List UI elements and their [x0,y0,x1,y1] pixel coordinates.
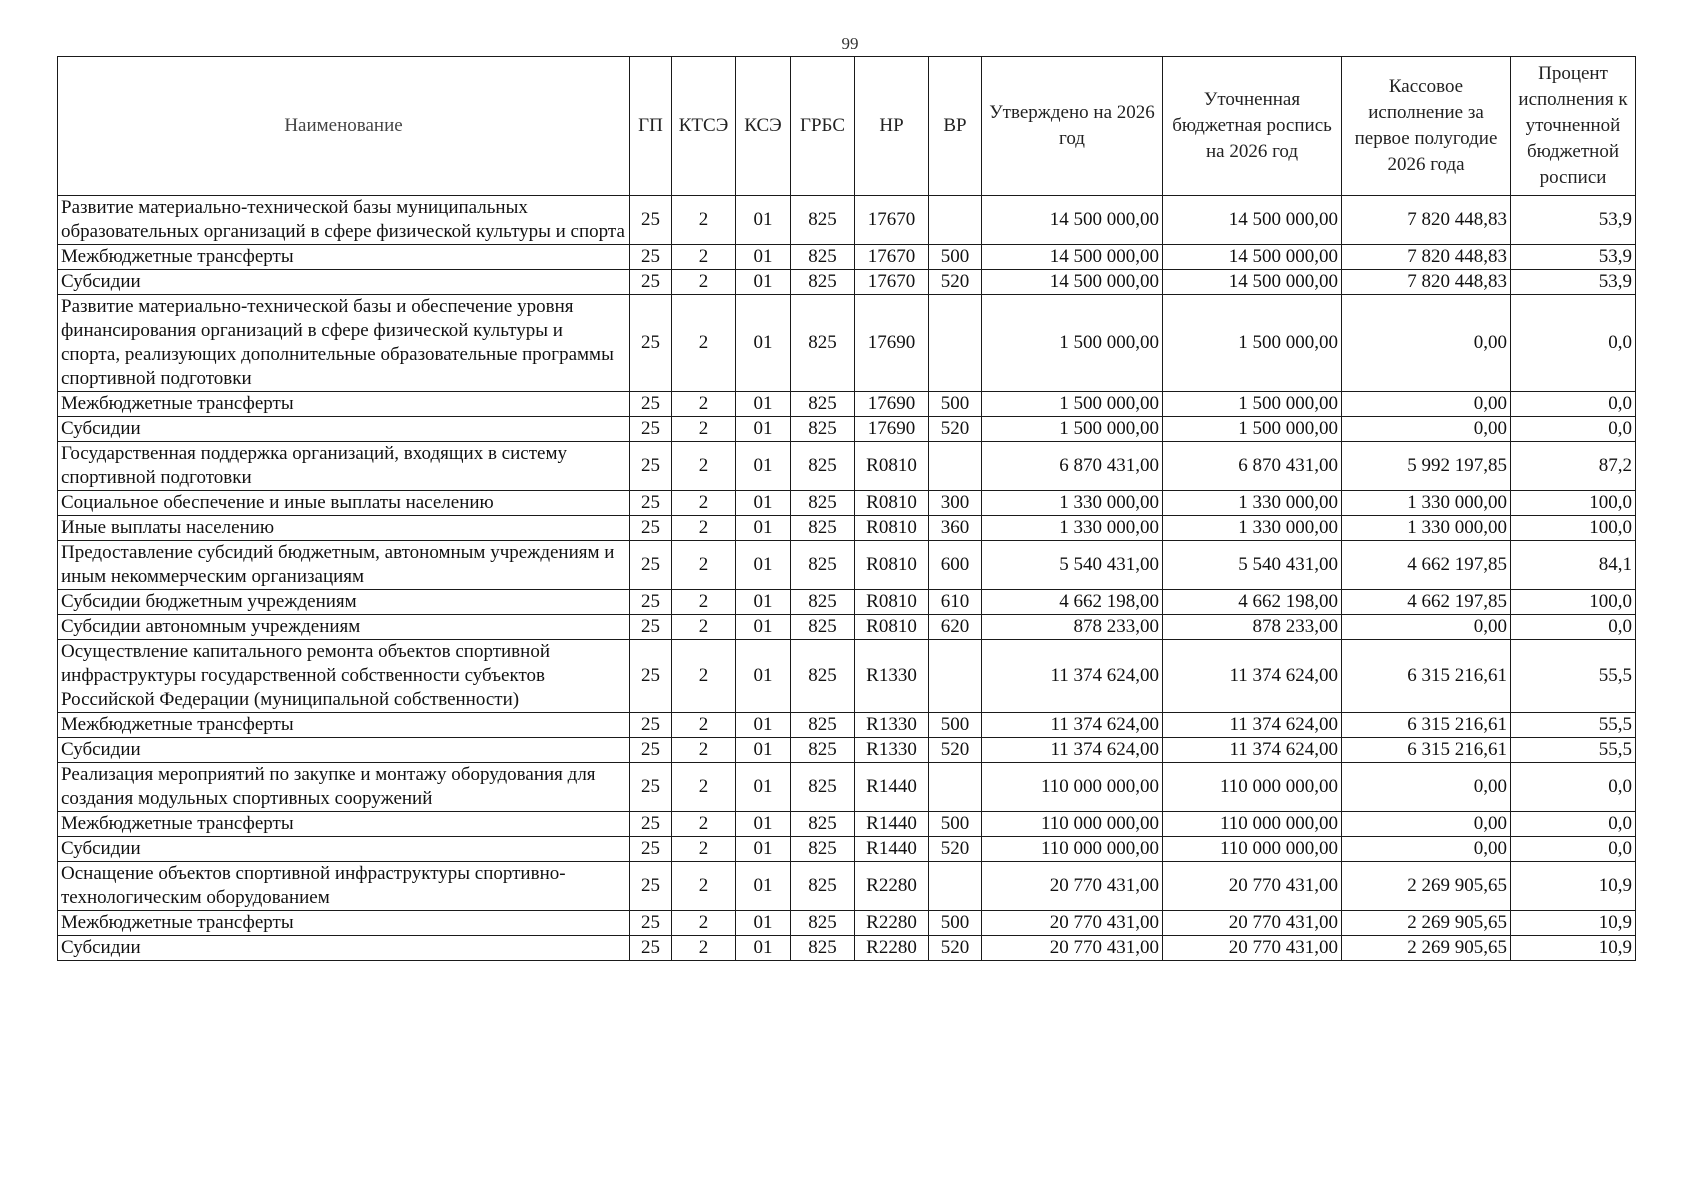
cell-refined: 1 330 000,00 [1163,491,1342,516]
cell-percent: 53,9 [1511,245,1636,270]
cell-vr: 500 [929,245,982,270]
cell-nr: R1440 [855,812,929,837]
cell-grbs: 825 [791,516,855,541]
cell-approved: 11 374 624,00 [982,640,1163,713]
cell-refined: 4 662 198,00 [1163,590,1342,615]
cell-vr [929,295,982,392]
cell-nr: R1330 [855,713,929,738]
cell-nr: R2280 [855,911,929,936]
cell-name: Предоставление субсидий бюджетным, автономным учреждениям и иным некоммерческим организациям [58,541,630,590]
cell-grbs: 825 [791,417,855,442]
table-row [58,491,1636,516]
table-row [58,541,1636,590]
cell-cash: 6 315 216,61 [1342,738,1511,763]
cell-nr: R0810 [855,516,929,541]
cell-cash: 2 269 905,65 [1342,936,1511,961]
cell-refined: 14 500 000,00 [1163,196,1342,245]
cell-gp: 25 [630,516,672,541]
cell-nr: R0810 [855,491,929,516]
cell-kse: 01 [736,911,791,936]
cell-ktse: 2 [672,837,736,862]
cell-vr: 520 [929,270,982,295]
header-gp: ГП [630,57,672,196]
cell-cash: 4 662 197,85 [1342,541,1511,590]
cell-nr: R0810 [855,615,929,640]
cell-vr: 360 [929,516,982,541]
cell-ktse: 2 [672,491,736,516]
cell-gp: 25 [630,270,672,295]
cell-cash: 0,00 [1342,392,1511,417]
header-nr: НР [855,57,929,196]
cell-percent: 0,0 [1511,417,1636,442]
cell-nr: 17690 [855,417,929,442]
cell-name: Развитие материально-технической базы и обеспечение уровня финансирования организаций в сфере физической культуры и спорта, реализующих дополнительные образовательные программы спортивной подготовки [58,295,630,392]
cell-vr: 520 [929,837,982,862]
cell-grbs: 825 [791,392,855,417]
header-vr: ВР [929,57,982,196]
page-number: 99 [841,34,859,53]
cell-grbs: 825 [791,738,855,763]
cell-grbs: 825 [791,541,855,590]
cell-cash: 0,00 [1342,837,1511,862]
cell-cash: 6 315 216,61 [1342,640,1511,713]
cell-refined: 11 374 624,00 [1163,640,1342,713]
cell-grbs: 825 [791,911,855,936]
cell-gp: 25 [630,763,672,812]
cell-kse: 01 [736,245,791,270]
cell-ktse: 2 [672,245,736,270]
cell-gp: 25 [630,738,672,763]
cell-kse: 01 [736,812,791,837]
cell-cash: 4 662 197,85 [1342,590,1511,615]
cell-cash: 0,00 [1342,417,1511,442]
cell-grbs: 825 [791,812,855,837]
cell-vr: 520 [929,417,982,442]
cell-approved: 11 374 624,00 [982,738,1163,763]
header-refined: Уточненная бюджетная роспись на 2026 год [1163,57,1342,196]
cell-approved: 110 000 000,00 [982,763,1163,812]
cell-ktse: 2 [672,541,736,590]
cell-kse: 01 [736,196,791,245]
cell-approved: 1 500 000,00 [982,417,1163,442]
cell-cash: 7 820 448,83 [1342,196,1511,245]
cell-nr: R1440 [855,763,929,812]
cell-percent: 0,0 [1511,392,1636,417]
cell-ktse: 2 [672,590,736,615]
cell-name: Реализация мероприятий по закупке и монтажу оборудования для создания модульных спортивных сооружений [58,763,630,812]
cell-gp: 25 [630,862,672,911]
table-row [58,640,1636,713]
cell-vr: 620 [929,615,982,640]
cell-ktse: 2 [672,516,736,541]
cell-percent: 55,5 [1511,713,1636,738]
cell-cash: 5 992 197,85 [1342,442,1511,491]
cell-ktse: 2 [672,936,736,961]
cell-refined: 6 870 431,00 [1163,442,1342,491]
cell-grbs: 825 [791,936,855,961]
cell-gp: 25 [630,417,672,442]
cell-name: Межбюджетные трансферты [58,911,630,936]
cell-approved: 20 770 431,00 [982,936,1163,961]
cell-approved: 14 500 000,00 [982,196,1163,245]
cell-cash: 1 330 000,00 [1342,516,1511,541]
cell-percent: 0,0 [1511,295,1636,392]
cell-refined: 11 374 624,00 [1163,738,1342,763]
cell-nr: R1440 [855,837,929,862]
table-row [58,295,1636,392]
cell-gp: 25 [630,590,672,615]
cell-gp: 25 [630,640,672,713]
cell-kse: 01 [736,862,791,911]
cell-name: Межбюджетные трансферты [58,713,630,738]
cell-gp: 25 [630,713,672,738]
cell-cash: 0,00 [1342,763,1511,812]
cell-kse: 01 [736,837,791,862]
cell-vr: 500 [929,911,982,936]
cell-kse: 01 [736,491,791,516]
cell-cash: 0,00 [1342,812,1511,837]
cell-vr: 500 [929,812,982,837]
cell-cash: 1 330 000,00 [1342,491,1511,516]
cell-approved: 11 374 624,00 [982,713,1163,738]
cell-name: Субсидии автономным учреждениям [58,615,630,640]
cell-gp: 25 [630,196,672,245]
cell-grbs: 825 [791,245,855,270]
cell-grbs: 825 [791,270,855,295]
cell-kse: 01 [736,763,791,812]
cell-kse: 01 [736,392,791,417]
cell-approved: 1 500 000,00 [982,295,1163,392]
cell-kse: 01 [736,640,791,713]
cell-refined: 14 500 000,00 [1163,245,1342,270]
cell-approved: 878 233,00 [982,615,1163,640]
cell-name: Субсидии [58,837,630,862]
cell-approved: 110 000 000,00 [982,837,1163,862]
table-row [58,763,1636,812]
cell-gp: 25 [630,837,672,862]
cell-nr: 17670 [855,270,929,295]
cell-percent: 0,0 [1511,812,1636,837]
cell-nr: R1330 [855,738,929,763]
cell-nr: R1330 [855,640,929,713]
cell-name: Межбюджетные трансферты [58,812,630,837]
cell-percent: 0,0 [1511,763,1636,812]
cell-nr: 17670 [855,196,929,245]
cell-gp: 25 [630,936,672,961]
cell-ktse: 2 [672,862,736,911]
cell-cash: 2 269 905,65 [1342,911,1511,936]
table-row [58,738,1636,763]
cell-kse: 01 [736,417,791,442]
table-header [58,57,1636,196]
table-row [58,936,1636,961]
cell-name: Оснащение объектов спортивной инфраструктуры спортивно-технологическим оборудованием [58,862,630,911]
cell-percent: 100,0 [1511,590,1636,615]
cell-refined: 20 770 431,00 [1163,936,1342,961]
cell-gp: 25 [630,295,672,392]
cell-grbs: 825 [791,491,855,516]
cell-grbs: 825 [791,615,855,640]
cell-kse: 01 [736,738,791,763]
cell-approved: 1 500 000,00 [982,392,1163,417]
cell-approved: 110 000 000,00 [982,812,1163,837]
cell-refined: 5 540 431,00 [1163,541,1342,590]
cell-grbs: 825 [791,837,855,862]
table-row [58,417,1636,442]
cell-gp: 25 [630,491,672,516]
header-approved: Утверждено на 2026 год [982,57,1163,196]
cell-ktse: 2 [672,640,736,713]
cell-ktse: 2 [672,442,736,491]
table-row [58,862,1636,911]
table-row [58,713,1636,738]
cell-ktse: 2 [672,738,736,763]
cell-approved: 4 662 198,00 [982,590,1163,615]
cell-refined: 1 500 000,00 [1163,295,1342,392]
cell-refined: 110 000 000,00 [1163,763,1342,812]
cell-vr [929,640,982,713]
cell-nr: 17690 [855,392,929,417]
cell-refined: 110 000 000,00 [1163,837,1342,862]
table-row [58,442,1636,491]
cell-gp: 25 [630,442,672,491]
table-row [58,911,1636,936]
header-kse: КСЭ [736,57,791,196]
cell-ktse: 2 [672,196,736,245]
cell-name: Иные выплаты населению [58,516,630,541]
table-row [58,590,1636,615]
cell-vr: 500 [929,392,982,417]
table-row [58,615,1636,640]
cell-ktse: 2 [672,713,736,738]
header-ktse: КТСЭ [672,57,736,196]
cell-refined: 20 770 431,00 [1163,862,1342,911]
cell-nr: 17670 [855,245,929,270]
cell-gp: 25 [630,812,672,837]
cell-kse: 01 [736,270,791,295]
cell-gp: 25 [630,541,672,590]
cell-nr: R0810 [855,442,929,491]
header-cash: Кассовое исполнение за первое полугодие 2026 года [1342,57,1511,196]
cell-gp: 25 [630,911,672,936]
cell-percent: 100,0 [1511,516,1636,541]
cell-percent: 100,0 [1511,491,1636,516]
table-row [58,270,1636,295]
cell-vr: 520 [929,738,982,763]
cell-percent: 10,9 [1511,936,1636,961]
cell-name: Развитие материально-технической базы муниципальных образовательных организаций в сфере физической культуры и спорта [58,196,630,245]
cell-vr: 600 [929,541,982,590]
table-row [58,392,1636,417]
cell-approved: 6 870 431,00 [982,442,1163,491]
cell-kse: 01 [736,936,791,961]
cell-cash: 7 820 448,83 [1342,270,1511,295]
table-row [58,196,1636,245]
cell-gp: 25 [630,615,672,640]
cell-refined: 110 000 000,00 [1163,812,1342,837]
table-row [58,812,1636,837]
cell-cash: 7 820 448,83 [1342,245,1511,270]
cell-nr: R2280 [855,862,929,911]
cell-cash: 0,00 [1342,295,1511,392]
cell-percent: 10,9 [1511,862,1636,911]
cell-name: Межбюджетные трансферты [58,245,630,270]
cell-ktse: 2 [672,392,736,417]
cell-refined: 1 500 000,00 [1163,392,1342,417]
cell-ktse: 2 [672,763,736,812]
cell-percent: 0,0 [1511,837,1636,862]
cell-percent: 0,0 [1511,615,1636,640]
cell-ktse: 2 [672,295,736,392]
cell-grbs: 825 [791,196,855,245]
cell-refined: 878 233,00 [1163,615,1342,640]
cell-nr: R0810 [855,541,929,590]
cell-approved: 1 330 000,00 [982,516,1163,541]
cell-grbs: 825 [791,295,855,392]
cell-vr: 520 [929,936,982,961]
cell-percent: 87,2 [1511,442,1636,491]
header-percent: Процент исполнения к уточненной бюджетной росписи [1511,57,1636,196]
cell-name: Социальное обеспечение и иные выплаты населению [58,491,630,516]
cell-cash: 2 269 905,65 [1342,862,1511,911]
cell-nr: R0810 [855,590,929,615]
cell-grbs: 825 [791,713,855,738]
cell-grbs: 825 [791,862,855,911]
cell-vr [929,763,982,812]
header-row [58,57,1636,196]
table-row [58,245,1636,270]
cell-gp: 25 [630,245,672,270]
cell-percent: 53,9 [1511,196,1636,245]
cell-vr: 500 [929,713,982,738]
cell-vr [929,196,982,245]
cell-kse: 01 [736,516,791,541]
cell-ktse: 2 [672,911,736,936]
cell-approved: 20 770 431,00 [982,862,1163,911]
cell-nr: 17690 [855,295,929,392]
budget-table [57,56,1636,961]
cell-kse: 01 [736,590,791,615]
cell-name: Субсидии [58,270,630,295]
table-row [58,516,1636,541]
cell-percent: 84,1 [1511,541,1636,590]
cell-gp: 25 [630,392,672,417]
cell-ktse: 2 [672,615,736,640]
cell-refined: 1 330 000,00 [1163,516,1342,541]
cell-approved: 1 330 000,00 [982,491,1163,516]
cell-name: Государственная поддержка организаций, входящих в систему спортивной подготовки [58,442,630,491]
cell-ktse: 2 [672,417,736,442]
cell-name: Осуществление капитального ремонта объектов спортивной инфраструктуры государственной собственности субъектов Российской Федерации (муниципальной собственности) [58,640,630,713]
cell-grbs: 825 [791,442,855,491]
cell-percent: 53,9 [1511,270,1636,295]
table-row [58,837,1636,862]
header-grbs: ГРБС [791,57,855,196]
cell-percent: 55,5 [1511,738,1636,763]
cell-name: Субсидии [58,417,630,442]
cell-refined: 20 770 431,00 [1163,911,1342,936]
cell-kse: 01 [736,295,791,392]
cell-approved: 14 500 000,00 [982,245,1163,270]
cell-vr [929,442,982,491]
cell-kse: 01 [736,615,791,640]
cell-vr: 300 [929,491,982,516]
cell-name: Субсидии [58,738,630,763]
header-name: Наименование [58,57,630,196]
cell-kse: 01 [736,442,791,491]
cell-vr: 610 [929,590,982,615]
cell-kse: 01 [736,541,791,590]
cell-refined: 1 500 000,00 [1163,417,1342,442]
cell-cash: 6 315 216,61 [1342,713,1511,738]
cell-name: Субсидии бюджетным учреждениям [58,590,630,615]
cell-approved: 5 540 431,00 [982,541,1163,590]
cell-approved: 20 770 431,00 [982,911,1163,936]
cell-ktse: 2 [672,812,736,837]
cell-grbs: 825 [791,763,855,812]
cell-ktse: 2 [672,270,736,295]
cell-approved: 14 500 000,00 [982,270,1163,295]
cell-nr: R2280 [855,936,929,961]
cell-percent: 10,9 [1511,911,1636,936]
cell-grbs: 825 [791,640,855,713]
cell-percent: 55,5 [1511,640,1636,713]
cell-refined: 14 500 000,00 [1163,270,1342,295]
table-body [58,196,1636,961]
cell-name: Межбюджетные трансферты [58,392,630,417]
cell-grbs: 825 [791,590,855,615]
cell-refined: 11 374 624,00 [1163,713,1342,738]
cell-kse: 01 [736,713,791,738]
cell-vr [929,862,982,911]
cell-cash: 0,00 [1342,615,1511,640]
cell-name: Субсидии [58,936,630,961]
